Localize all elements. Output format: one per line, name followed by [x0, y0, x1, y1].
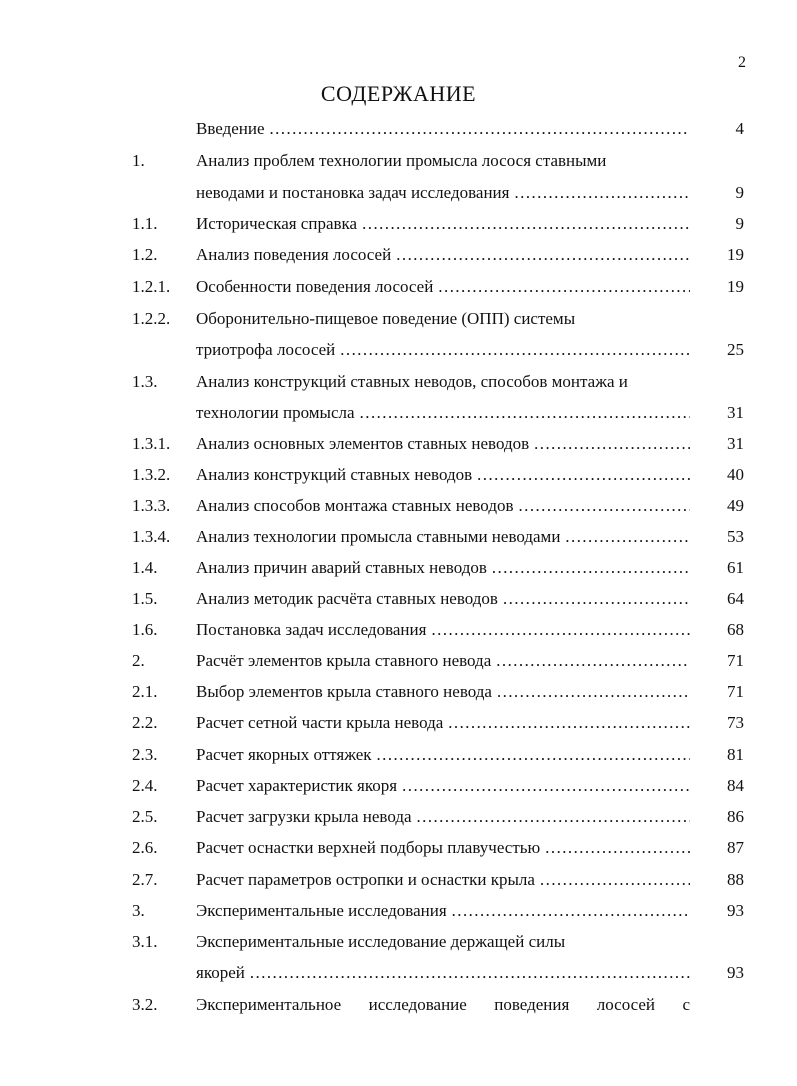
- toc-label: Расчет параметров остропки и оснастки крыла …………………………………………………………………………………………………………………………: [196, 866, 690, 894]
- toc-label: Расчет сетной части крыла невода …………………………………………………………………………………………………………………………: [196, 709, 690, 737]
- toc-number: 3.2.: [132, 995, 158, 1014]
- toc-page: 49: [727, 496, 744, 515]
- toc-row: [0, 866, 797, 894]
- toc-page: 86: [727, 807, 744, 826]
- toc-page: 88: [727, 870, 744, 889]
- toc-label: Анализ технологии промысла ставными неводами …………………………………………………………………………………………………………………………: [196, 523, 690, 551]
- toc-number: 3.: [132, 901, 145, 920]
- toc-row: [0, 492, 797, 520]
- toc-row: [0, 959, 797, 987]
- toc-label: Анализ методик расчёта ставных неводов …………………………………………………………………………………………………………………………: [196, 585, 690, 613]
- toc-row: [0, 772, 797, 800]
- toc-page: 9: [735, 183, 744, 202]
- toc-page: 84: [727, 776, 744, 795]
- toc-row: [0, 115, 797, 143]
- toc-label: Анализ способов монтажа ставных неводов …………………………………………………………………………………………………………………………: [196, 492, 690, 520]
- page-number: 2: [738, 54, 746, 71]
- toc-label: Введение …………………………………………………………………………………………………………………………: [196, 115, 690, 143]
- toc-row: [0, 523, 797, 551]
- toc-row: [0, 897, 797, 925]
- toc-row: [0, 399, 797, 427]
- toc-row: [0, 991, 797, 1019]
- toc-row: [0, 461, 797, 489]
- toc-label: Экспериментальное исследование поведения лососей с: [196, 995, 690, 1014]
- toc-label: неводами и постановка задач исследования …………………………………………………………………………………………………………………………: [196, 179, 690, 207]
- toc-row: [0, 368, 797, 396]
- toc-row: [0, 336, 797, 364]
- toc-row: [0, 585, 797, 613]
- toc-row: [0, 147, 797, 175]
- toc-number: 1.3.: [132, 372, 158, 391]
- toc-label: Расчёт элементов крыла ставного невода …………………………………………………………………………………………………………………………: [196, 647, 690, 675]
- toc-page: 73: [727, 713, 744, 732]
- toc-label: Анализ конструкций ставных неводов …………………………………………………………………………………………………………………………: [196, 461, 690, 489]
- toc-page: 64: [727, 589, 744, 608]
- toc-row: [0, 741, 797, 769]
- toc-row: [0, 179, 797, 207]
- toc-row: [0, 928, 797, 956]
- toc-number: 2.: [132, 651, 145, 670]
- toc-row: [0, 803, 797, 831]
- toc-page: 40: [727, 465, 744, 484]
- toc-number: 1.2.2.: [132, 309, 171, 328]
- toc-page: 19: [727, 245, 744, 264]
- toc-number: 1.2.: [132, 245, 158, 264]
- toc-label: Расчет загрузки крыла невода …………………………………………………………………………………………………………………………: [196, 803, 690, 831]
- toc-number: 2.2.: [132, 713, 158, 732]
- toc-row: [0, 273, 797, 301]
- toc-label: Постановка задач исследования …………………………………………………………………………………………………………………………: [196, 616, 690, 644]
- toc-row: [0, 647, 797, 675]
- toc-number: 1.3.3.: [132, 496, 171, 515]
- toc-label: Анализ проблем технологии промысла лосося ставными: [196, 151, 607, 170]
- toc-number: 1.3.2.: [132, 465, 171, 484]
- toc-label: Анализ конструкций ставных неводов, способов монтажа и: [196, 372, 628, 391]
- toc-label: Анализ поведения лососей …………………………………………………………………………………………………………………………: [196, 241, 690, 269]
- toc-label: Оборонительно-пищевое поведение (ОПП) системы: [196, 309, 576, 328]
- toc-label: Анализ основных элементов ставных неводов …………………………………………………………………………………………………………………………: [196, 430, 690, 458]
- toc-row: [0, 210, 797, 238]
- toc-label: Расчет якорных оттяжек …………………………………………………………………………………………………………………………: [196, 741, 690, 769]
- toc-number: 2.7.: [132, 870, 158, 889]
- toc-row: [0, 834, 797, 862]
- toc-number: 3.1.: [132, 932, 158, 951]
- toc-number: 2.5.: [132, 807, 158, 826]
- toc-number: 1.6.: [132, 620, 158, 639]
- toc-label: технологии промысла …………………………………………………………………………………………………………………………: [196, 399, 690, 427]
- toc-page: 53: [727, 527, 744, 546]
- toc-label: Выбор элементов крыла ставного невода …………………………………………………………………………………………………………………………: [196, 678, 690, 706]
- toc-page: 31: [727, 403, 744, 422]
- toc-row: [0, 430, 797, 458]
- toc-page: 9: [735, 214, 744, 233]
- toc-label: триотрофа лососей …………………………………………………………………………………………………………………………: [196, 336, 690, 364]
- toc-number: 1.: [132, 151, 145, 170]
- toc-page: 19: [727, 277, 744, 296]
- toc-number: 1.2.1.: [132, 277, 171, 296]
- toc-label: Историческая справка …………………………………………………………………………………………………………………………: [196, 210, 690, 238]
- toc-label: Особенности поведения лососей …………………………………………………………………………………………………………………………: [196, 273, 690, 301]
- toc-page: 81: [727, 745, 744, 764]
- toc-number: 2.3.: [132, 745, 158, 764]
- toc-page: 68: [727, 620, 744, 639]
- toc-number: 1.1.: [132, 214, 158, 233]
- toc-row: [0, 305, 797, 333]
- toc-number: 1.4.: [132, 558, 158, 577]
- toc-number: 1.3.1.: [132, 434, 171, 453]
- toc-number: 1.5.: [132, 589, 158, 608]
- toc-page: 71: [727, 682, 744, 701]
- toc-row: [0, 709, 797, 737]
- toc-row: [0, 678, 797, 706]
- toc-page: 71: [727, 651, 744, 670]
- toc-number: 1.3.4.: [132, 527, 171, 546]
- toc-number: 2.1.: [132, 682, 158, 701]
- toc-label: якорей …………………………………………………………………………………………………………………………: [196, 959, 690, 987]
- toc-page: 93: [727, 901, 744, 920]
- page-title: СОДЕРЖАНИЕ: [320, 81, 477, 106]
- toc-number: 2.6.: [132, 838, 158, 857]
- toc-label: Экспериментальные исследование держащей силы: [196, 932, 566, 951]
- toc-page: 87: [727, 838, 744, 857]
- toc-label: Расчет оснастки верхней подборы плавучестью …………………………………………………………………………………………………………………………: [196, 834, 690, 862]
- toc-page: 61: [727, 558, 744, 577]
- toc-row: [0, 554, 797, 582]
- toc-row: [0, 616, 797, 644]
- toc-label: Экспериментальные исследования …………………………………………………………………………………………………………………………: [196, 897, 690, 925]
- toc-page: 25: [727, 340, 744, 359]
- toc-label: Анализ причин аварий ставных неводов …………………………………………………………………………………………………………………………: [196, 554, 690, 582]
- toc-row: [0, 241, 797, 269]
- toc-page: 31: [727, 434, 744, 453]
- toc-page: 4: [735, 119, 744, 138]
- toc-number: 2.4.: [132, 776, 158, 795]
- toc-label: Расчет характеристик якоря …………………………………………………………………………………………………………………………: [196, 772, 690, 800]
- toc-page: 93: [727, 963, 744, 982]
